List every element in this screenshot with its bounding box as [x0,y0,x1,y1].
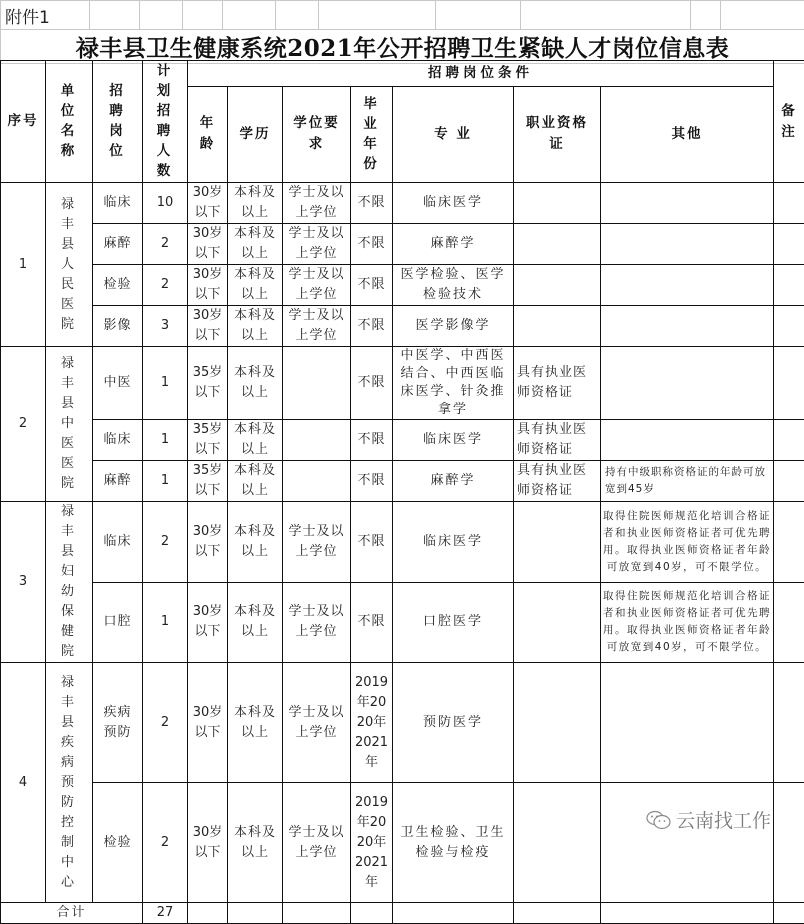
post-cell: 影像 [93,306,143,347]
qualification-cell [514,265,601,306]
major-cell: 临床医学 [393,183,514,224]
major-cell: 麻醉学 [393,224,514,265]
post-cell: 中医 [93,347,143,420]
total-label: 合计 [1,903,143,924]
watermark [646,806,771,833]
table-row [1,502,804,583]
degree-cell [283,347,351,420]
other-cell [601,224,774,265]
count-cell: 1 [143,461,188,502]
degree-cell: 学士及以上学位 [283,265,351,306]
qualification-cell: 具有执业医师资格证 [514,461,601,502]
education-cell: 本科及以上 [228,461,283,502]
degree-cell: 学士及以上学位 [283,582,351,663]
post-cell: 麻醉 [93,224,143,265]
age-cell: 30岁以下 [188,502,228,583]
header-plan: 计划招聘人数 [143,61,188,183]
table-row [1,783,804,903]
major-cell: 预防医学 [393,663,514,783]
age-cell: 35岁以下 [188,347,228,420]
qualification-cell [514,582,601,663]
table-row [1,265,804,306]
other-cell: 取得住院医师规范化培训合格证者和执业医师资格证者可优先聘用。取得执业医师资格证者年龄可放宽到40岁，可不限学位。 [601,502,774,583]
major-cell: 口腔医学 [393,582,514,663]
table-row [1,582,804,663]
education-cell: 本科及以上 [228,582,283,663]
count-cell: 1 [143,420,188,461]
count-cell: 2 [143,502,188,583]
age-cell: 30岁以下 [188,582,228,663]
attachment-row [0,0,804,64]
major-cell: 临床医学 [393,502,514,583]
other-cell [601,783,774,903]
page-title: 禄丰县卫生健康系统2021年公开招聘卫生紧缺人才岗位信息表 [1,30,804,64]
remark-cell [774,783,804,903]
header-qualification: 职业资格证 [514,86,601,182]
other-cell [601,420,774,461]
age-cell: 30岁以下 [188,224,228,265]
table-row [1,306,804,347]
seq-cell: 3 [1,502,46,663]
table-row [1,663,804,783]
remark-cell [774,461,804,502]
grad-year-cell: 不限 [351,265,393,306]
attachment-label: 附件1 [1,1,90,30]
education-cell: 本科及以上 [228,224,283,265]
education-cell: 本科及以上 [228,502,283,583]
table-row [1,461,804,502]
remark-cell [774,183,804,224]
post-cell: 疾病预防 [93,663,143,783]
post-cell: 临床 [93,183,143,224]
header-unit: 单位名称 [46,61,93,183]
education-cell: 本科及以上 [228,783,283,903]
age-cell: 30岁以下 [188,663,228,783]
degree-cell: 学士及以上学位 [283,663,351,783]
grad-year-cell: 不限 [351,420,393,461]
age-cell: 35岁以下 [188,461,228,502]
degree-cell: 学士及以上学位 [283,502,351,583]
education-cell: 本科及以上 [228,265,283,306]
header-degree: 学位要求 [283,86,351,182]
other-cell [601,306,774,347]
education-cell: 本科及以上 [228,420,283,461]
major-cell: 中医学、中西医结合、中西医临床医学、针灸推拿学 [393,347,514,420]
count-cell: 1 [143,347,188,420]
positions-table [0,60,804,924]
major-cell: 卫生检验、卫生检验与检疫 [393,783,514,903]
degree-cell [283,461,351,502]
grad-year-cell: 不限 [351,306,393,347]
unit-cell: 禄丰县妇幼保健院 [46,502,93,663]
header-seq: 序号 [1,61,46,183]
table-row [1,224,804,265]
remark-cell [774,663,804,783]
education-cell: 本科及以上 [228,347,283,420]
qualification-cell [514,306,601,347]
remark-cell [774,224,804,265]
remark-cell [774,582,804,663]
post-cell: 检验 [93,783,143,903]
degree-cell [283,420,351,461]
other-cell: 持有中级职称资格证的年龄可放宽到45岁 [601,461,774,502]
other-cell: 取得住院医师规范化培训合格证者和执业医师资格证者可优先聘用。取得执业医师资格证者年龄可放宽到40岁，可不限学位。 [601,582,774,663]
major-cell: 临床医学 [393,420,514,461]
table-row [1,183,804,224]
count-cell: 3 [143,306,188,347]
post-cell: 麻醉 [93,461,143,502]
remark-cell [774,347,804,420]
total-row [1,903,804,924]
grad-year-cell: 不限 [351,461,393,502]
post-cell: 临床 [93,420,143,461]
other-cell [601,663,774,783]
watermark-text: 云南找工作 [676,806,771,833]
header-other: 其他 [601,86,774,182]
unit-cell: 禄丰县疾病预防控制中心 [46,663,93,903]
header-education: 学历 [228,86,283,182]
age-cell: 30岁以下 [188,783,228,903]
other-cell [601,265,774,306]
post-cell: 检验 [93,265,143,306]
grad-year-cell: 2019年2020年2021年 [351,783,393,903]
seq-cell: 4 [1,663,46,903]
qualification-cell [514,502,601,583]
header-conditions: 招聘岗位条件 [188,61,774,87]
major-cell: 麻醉学 [393,461,514,502]
other-cell [601,183,774,224]
degree-cell: 学士及以上学位 [283,783,351,903]
age-cell: 30岁以下 [188,265,228,306]
total-count: 27 [143,903,188,924]
count-cell: 2 [143,265,188,306]
other-cell [601,347,774,420]
remark-cell [774,502,804,583]
count-cell: 2 [143,224,188,265]
count-cell: 2 [143,663,188,783]
header-age: 年龄 [188,86,228,182]
count-cell: 2 [143,783,188,903]
header-major: 专 业 [393,86,514,182]
remark-cell [774,306,804,347]
remark-cell [774,265,804,306]
seq-cell: 1 [1,183,46,347]
count-cell: 10 [143,183,188,224]
age-cell: 35岁以下 [188,420,228,461]
table-row [1,347,804,420]
degree-cell: 学士及以上学位 [283,306,351,347]
degree-cell: 学士及以上学位 [283,183,351,224]
table-row [1,420,804,461]
grad-year-cell: 不限 [351,582,393,663]
remark-cell [774,420,804,461]
post-cell: 临床 [93,502,143,583]
wechat-icon [646,810,672,830]
seq-cell: 2 [1,347,46,502]
unit-cell: 禄丰县中医医院 [46,347,93,502]
header-row-1 [1,61,804,87]
qualification-cell [514,224,601,265]
degree-cell: 学士及以上学位 [283,224,351,265]
header-post: 招聘岗位 [93,61,143,183]
major-cell: 医学检验、医学检验技术 [393,265,514,306]
qualification-cell [514,183,601,224]
grad-year-cell: 不限 [351,347,393,420]
unit-cell: 禄丰县人民医院 [46,183,93,347]
age-cell: 30岁以下 [188,306,228,347]
education-cell: 本科及以上 [228,663,283,783]
education-cell: 本科及以上 [228,306,283,347]
grad-year-cell: 不限 [351,502,393,583]
qualification-cell [514,663,601,783]
age-cell: 30岁以下 [188,183,228,224]
grad-year-cell: 2019年2020年2021年 [351,663,393,783]
qualification-cell: 具有执业医师资格证 [514,347,601,420]
post-cell: 口腔 [93,582,143,663]
grad-year-cell: 不限 [351,224,393,265]
grad-year-cell: 不限 [351,183,393,224]
education-cell: 本科及以上 [228,183,283,224]
qualification-cell: 具有执业医师资格证 [514,420,601,461]
header-remark: 备注 [774,61,804,183]
major-cell: 医学影像学 [393,306,514,347]
qualification-cell [514,783,601,903]
header-grad-year: 毕业年份 [351,86,393,182]
count-cell: 1 [143,582,188,663]
